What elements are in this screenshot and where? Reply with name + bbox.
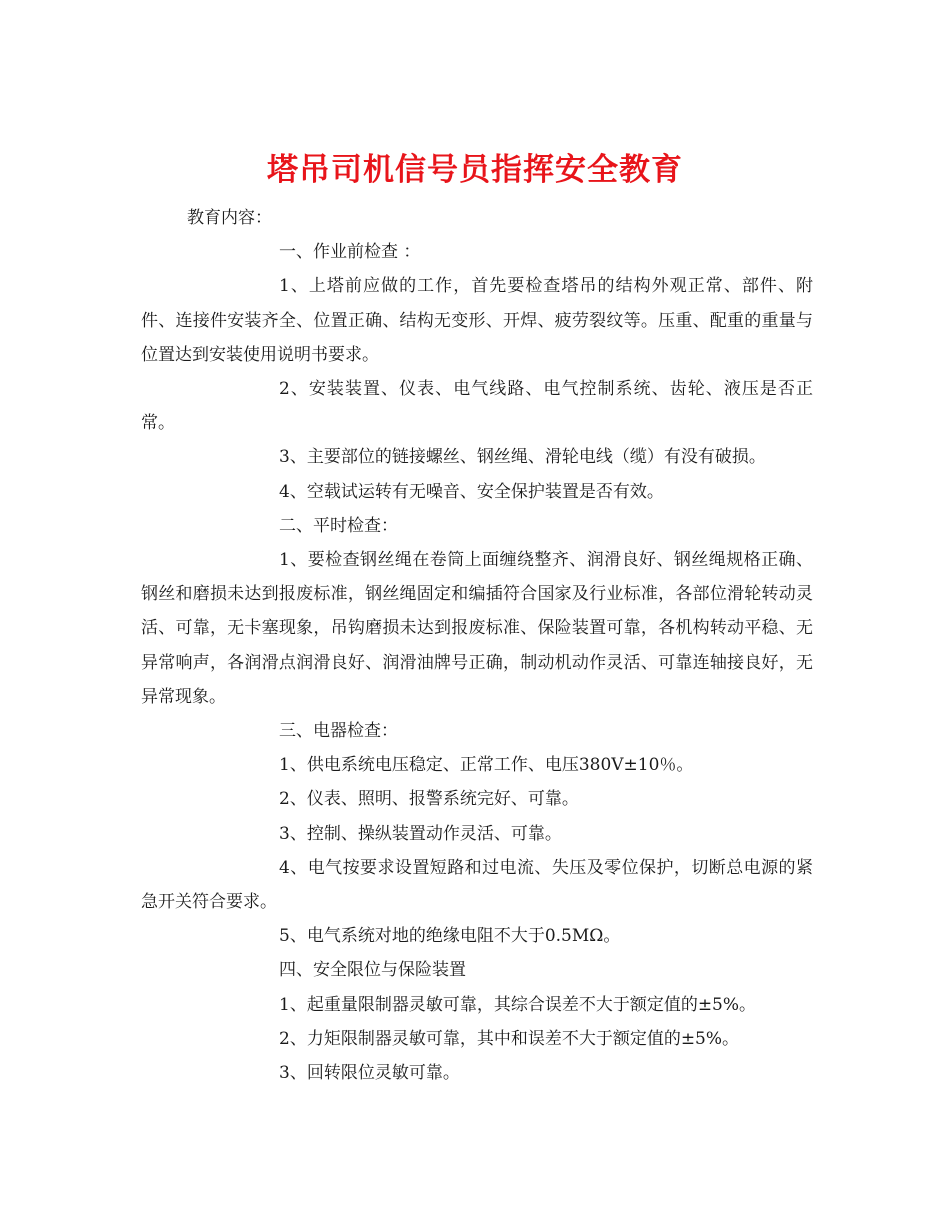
paragraph: 1、上塔前应做的工作，首先要检查塔吊的结构外观正常、部件、附件、连接件安装齐全、位置正确、结构无变形、开焊、疲劳裂纹等。压重、配重的重量与位置达到安装使用说明书要求。 — [141, 276, 813, 365]
section-heading: 三、电器检查： — [279, 721, 398, 742]
paragraph: 4、电气按要求设置短路和过电流、失压及零位保护，切断总电源的紧急开关符合要求。 — [141, 857, 813, 913]
paragraph: 3、控制、操纵装置动作灵活、可靠。 — [279, 823, 562, 844]
paragraph: 3、主要部位的链接螺丝、钢丝绳、滑轮电线（缆）有没有破损。 — [279, 447, 766, 468]
section-heading: 二、平时检查： — [279, 515, 398, 536]
paragraph: 2、力矩限制器灵敏可靠，其中和误差不大于额定值的±5%。 — [279, 1028, 740, 1049]
paragraph: 4、空载试运转有无噪音、安全保护装置是否有效。 — [279, 481, 664, 502]
paragraph: 2、仪表、照明、报警系统完好、可靠。 — [279, 789, 579, 810]
section-heading: 四、安全限位与保险装置 — [279, 960, 466, 981]
paragraph: 1、供电系统电压稳定、正常工作、电压380V±10％。 — [279, 755, 694, 776]
paragraph: 教育内容： — [187, 208, 272, 228]
paragraph: 5、电气系统对地的绝缘电阻不大于0.5MΩ。 — [279, 926, 621, 947]
paragraph: 1、起重量限制器灵敏可靠，其综合误差不大于额定值的±5%。 — [279, 994, 757, 1015]
document-title: 塔吊司机信号员指挥安全教育 — [267, 151, 683, 188]
paragraph: 1、要检查钢丝绳在卷筒上面缠绕整齐、润滑良好、钢丝绳规格正确、钢丝和磨损未达到报废标准，钢丝绳固定和编插符合国家及行业标准，各部位滑轮转动灵活、可靠，无卡塞现象，吊钩磨损未达到报废标准、保险装置可靠，各机构转动平稳、无异常响声，各润滑点润滑良好、润滑油牌号正确，制动机动作灵活、可靠连轴接良好，无异常现象。 — [141, 550, 813, 707]
paragraph: 3、回转限位灵敏可靠。 — [279, 1063, 460, 1084]
paragraph: 2、安装装置、仪表、电气线路、电气控制系统、齿轮、液压是否正常。 — [141, 379, 813, 434]
document-body — [141, 201, 813, 1090]
section-heading: 一、作业前检查 ： — [279, 242, 421, 263]
